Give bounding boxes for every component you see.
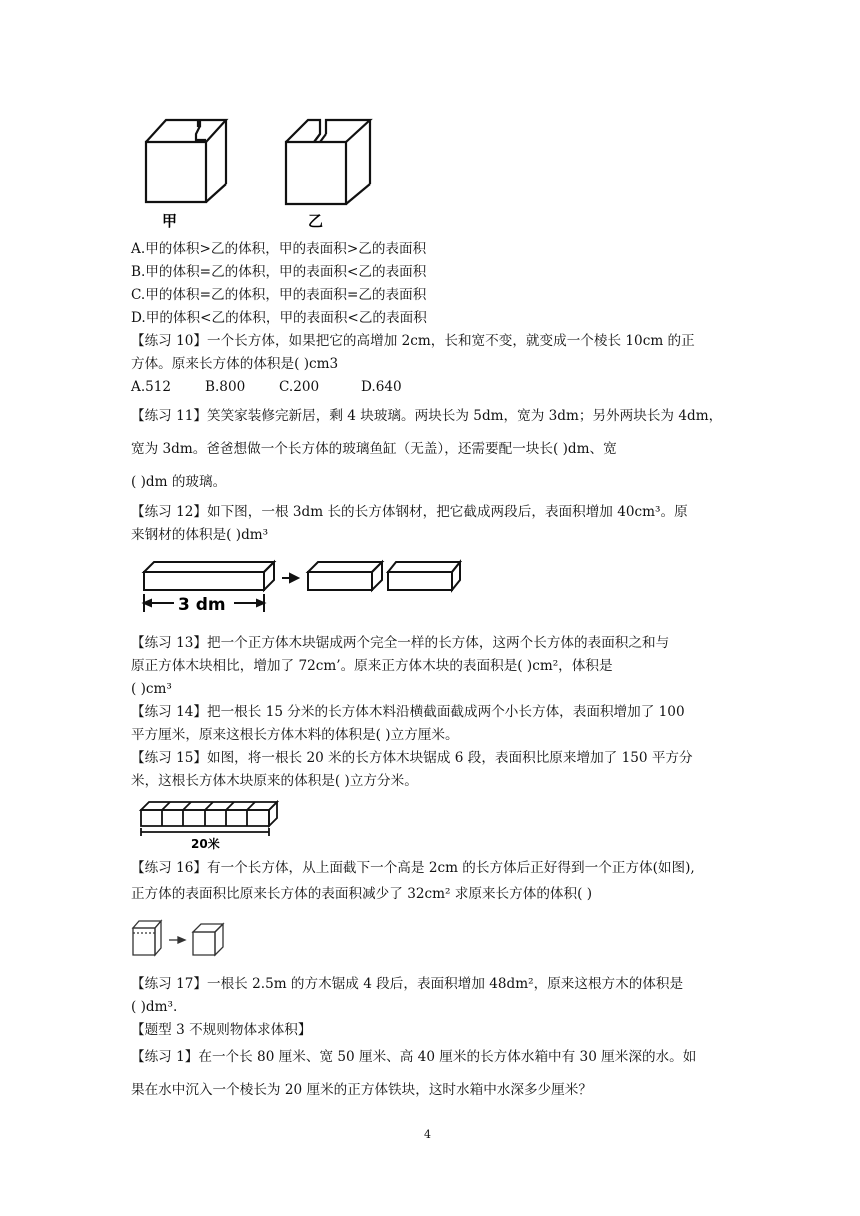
q10-options <box>131 378 402 396</box>
figure-steel-bar <box>138 556 468 618</box>
label-yi: 乙 <box>308 212 324 230</box>
q10-option-c: C.200 <box>279 379 320 395</box>
q16-line1: 【练习 16】有一个长方体，从上面截下一个高是 2cm 的长方体后正好得到一个正方体(如图), <box>131 860 695 876</box>
option-b: B.甲的体积=乙的体积，甲的表面积<乙的表面积 <box>131 264 427 280</box>
q10-option-a: A.512 <box>131 379 172 395</box>
q10-line1: 【练习 10】一个长方体，如果把它的高增加 2cm，长和宽不变，就变成一个棱长 10cm 的正 <box>131 333 695 349</box>
yi-top <box>286 120 320 142</box>
label-3dm: 3 dm <box>178 595 226 615</box>
option-d: D.甲的体积<乙的体积，甲的表面积<乙的表面积 <box>131 310 427 326</box>
jia-top <box>146 120 226 142</box>
q17-line2: ( )dm³. <box>131 999 178 1015</box>
q3-1-line1: 【练习 1】在一个长 80 厘米、宽 50 厘米、高 40 厘米的长方体水箱中有 30 厘米深的水。如 <box>131 1049 697 1065</box>
figure-cuboid-to-cube <box>129 918 231 958</box>
q15-line1: 【练习 15】如图，将一根长 20 米的长方体木块锯成 6 段，表面积比原来增加了 150 平方分 <box>131 750 693 766</box>
q14-line2: 平方厘米，原来这根长方体木料的体积是( )立方厘米。 <box>131 727 459 743</box>
page-number: 4 <box>424 1128 431 1141</box>
q10-line2: 方体。原来长方体的体积是( )cm3 <box>131 356 339 372</box>
q16-line2: 正方体的表面积比原来长方体的表面积减少了 32cm² 求原来长方体的体积( ) <box>131 886 593 902</box>
q11-line1: 【练习 11】笑笑家装修完新居，剩 4 块玻璃。两块长为 5dm，宽为 3dm；另外两块长为 4dm， <box>131 408 723 424</box>
q10-option-d: D.640 <box>361 379 402 395</box>
jia-front-face <box>146 142 206 202</box>
label-jia: 甲 <box>162 212 178 230</box>
q3-1-line2: 果在水中沉入一个棱长为 20 厘米的正方体铁块，这时水箱中水深多少厘米？ <box>131 1082 592 1098</box>
q13-line2: 原正方体木块相比，增加了 72cm’。原来正方体木块的表面积是( )cm²，体积是 <box>131 658 613 674</box>
q10-option-b: B.800 <box>205 379 246 395</box>
yi-front-face <box>286 142 346 204</box>
figure-wood-block <box>135 798 295 850</box>
label-20m: 20米 <box>191 837 220 850</box>
q13-line3: ( )cm³ <box>131 681 172 697</box>
q14-line1: 【练习 14】把一根长 15 分米的长方体木料沿横截面截成两个小长方体，表面积增加了 100 <box>131 704 685 720</box>
figure-jia-yi <box>138 112 388 232</box>
q13-line1: 【练习 13】把一个正方体木块锯成两个完全一样的长方体，这两个长方体的表面积之和与 <box>131 635 670 651</box>
option-a: A.甲的体积>乙的体积，甲的表面积>乙的表面积 <box>131 241 427 257</box>
q11-line2: 宽为 3dm。爸爸想做一个长方体的玻璃鱼缸（无盖），还需要配一块长( )dm、宽 <box>131 441 617 457</box>
q12-line1: 【练习 12】如下图，一根 3dm 长的长方体钢材，把它截成两段后，表面积增加 40cm³。原 <box>131 504 688 520</box>
q17-line1: 【练习 17】一根长 2.5m 的方木锯成 4 段后，表面积增加 48dm²，原来这根方木的体积是 <box>131 976 684 992</box>
q12-line2: 来钢材的体积是( )dm³ <box>131 527 269 543</box>
section-title: 【题型 3 不规则物体求体积】 <box>131 1022 312 1038</box>
option-c: C.甲的体积=乙的体积，甲的表面积=乙的表面积 <box>131 287 427 303</box>
q15-line2: 米，这根长方体木块原来的体积是( )立方分米。 <box>131 773 418 789</box>
q11-line3: ( )dm 的玻璃。 <box>131 474 227 490</box>
